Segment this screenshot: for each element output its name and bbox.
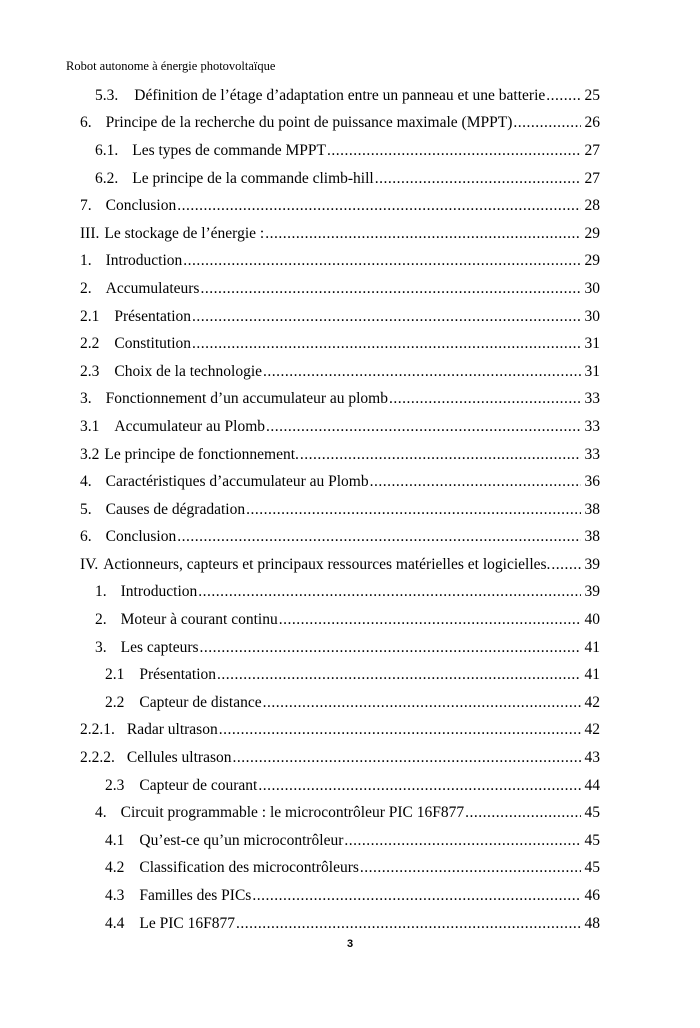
toc-entry-number: 2.3 [105,776,125,794]
toc-entry-number: 1. [95,583,107,601]
table-of-contents [0,82,700,937]
toc-entry-page: 31 [584,362,600,380]
toc-entry-number: 4. [80,473,92,491]
toc-entry[interactable] [0,468,700,496]
toc-dot-leader [370,473,581,491]
toc-entry-page: 43 [584,749,600,767]
toc-dot-leader [513,114,581,132]
toc-entry[interactable] [0,744,700,772]
toc-entry-title: Actionneurs, capteurs et principaux ressources matérielles et logicielles. [103,555,551,573]
toc-entry-page: 30 [584,307,600,325]
toc-entry-title: Présentation [114,307,191,325]
toc-entry-page: 38 [584,500,600,518]
toc-entry-number: 2. [80,279,92,297]
toc-entry-page: 44 [584,776,600,794]
toc-entry-title: Le PIC 16F877 [139,914,235,932]
toc-dot-leader [327,142,581,160]
toc-dot-leader [300,446,581,464]
toc-dot-leader [217,666,581,684]
toc-entry[interactable] [0,441,700,469]
toc-entry-title: Moteur à courant continu [120,611,278,629]
toc-entry-title: Le principe de fonctionnement. [104,445,299,463]
toc-entry-page: 33 [584,390,600,408]
toc-entry[interactable] [0,524,700,552]
toc-entry-page: 28 [584,197,600,215]
toc-entry[interactable] [0,192,700,220]
toc-entry-title: Cellules ultrason [126,749,232,767]
toc-entry-number: 3. [95,638,107,656]
toc-entry[interactable] [0,248,700,276]
toc-entry[interactable] [0,386,700,414]
toc-entry-page: 42 [584,721,600,739]
toc-entry-number: 3. [80,390,92,408]
toc-dot-leader [192,308,581,326]
toc-entry[interactable] [0,413,700,441]
toc-entry[interactable] [0,882,700,910]
toc-entry-number: 2.1 [105,666,125,684]
toc-entry[interactable] [0,634,700,662]
toc-entry-page: 48 [584,914,600,932]
toc-dot-leader [252,887,581,905]
toc-dot-leader [233,749,582,767]
toc-entry-page: 29 [584,252,600,270]
toc-dot-leader [344,832,581,850]
toc-dot-leader [177,528,581,546]
toc-entry-title: Introduction [105,252,183,270]
toc-entry-title: Classification des microcontrôleurs [139,859,359,877]
toc-entry-number: 2. [95,611,107,629]
toc-dot-leader [236,915,581,933]
toc-entry-page: 33 [584,445,600,463]
toc-entry-number: 4.3 [105,887,125,905]
toc-entry-title: Capteur de distance [139,693,262,711]
toc-entry-title: Les capteurs [120,638,199,656]
toc-entry-title: Constitution [114,335,192,353]
toc-entry[interactable] [0,275,700,303]
toc-entry-page: 45 [584,831,600,849]
toc-entry-title: Présentation [139,666,216,684]
toc-dot-leader [375,170,581,188]
toc-entry[interactable] [0,110,700,138]
toc-entry-number: 2.2.2. [80,749,115,767]
toc-entry-number: 2.2.1. [80,721,115,739]
toc-dot-leader [465,804,581,822]
toc-entry-title: Définition de l’étage d’adaptation entre un panneau et une batterie [134,86,546,104]
toc-entry[interactable] [0,303,700,331]
toc-entry-page: 46 [584,887,600,905]
toc-entry-number: 6. [80,528,92,546]
toc-entry-number: 2.2 [105,693,125,711]
toc-entry-page: 27 [584,141,600,159]
toc-entry-title: Capteur de courant [139,776,258,794]
toc-dot-leader [200,280,581,298]
toc-entry-number: 7. [80,197,92,215]
toc-entry-number: 6.1. [95,141,119,159]
toc-entry-title: Introduction [120,583,198,601]
toc-entry-number: 2.1 [80,307,100,325]
toc-dot-leader [263,694,581,712]
toc-entry-page: 29 [584,224,600,242]
toc-entry[interactable] [0,855,700,883]
running-header: Robot autonome à énergie photovoltaïque [66,59,276,73]
toc-entry-page: 30 [584,279,600,297]
toc-dot-leader [279,611,581,629]
toc-entry-title: Conclusion [105,528,177,546]
toc-entry-number: 3.1 [80,417,100,435]
toc-entry-page: 27 [584,169,600,187]
toc-entry-title: Radar ultrason [126,721,218,739]
toc-entry-number: 3.2 [80,445,100,463]
toc-entry[interactable] [0,330,700,358]
toc-entry-title: Principe de la recherche du point de puissance maximale (MPPT) [105,114,513,132]
toc-entry-page: 39 [584,555,600,573]
toc-entry-number: 5. [80,500,92,518]
toc-entry-page: 25 [584,86,600,104]
toc-entry-page: 45 [584,804,600,822]
toc-dot-leader [546,87,581,105]
toc-entry-number: IV. [80,555,99,573]
toc-entry-title: Familles des PICs [139,887,252,905]
toc-entry-number: 1. [80,252,92,270]
toc-entry[interactable] [0,689,700,717]
toc-dot-leader [389,390,581,408]
toc-entry-title: Circuit programmable : le microcontrôleur PIC 16F877 [120,804,465,822]
toc-entry-title: Accumulateur au Plomb [114,417,266,435]
toc-dot-leader [198,583,581,601]
toc-entry-title: Les types de commande MPPT [132,141,326,159]
toc-entry-title: Caractéristiques d’accumulateur au Plomb [105,473,369,491]
toc-entry-title: Fonctionnement d’un accumulateur au plomb [105,390,388,408]
toc-entry-page: 33 [584,417,600,435]
toc-entry-page: 36 [584,473,600,491]
toc-entry-number: 2.3 [80,362,100,380]
toc-entry-page: 45 [584,859,600,877]
toc-entry[interactable] [0,772,700,800]
toc-entry-page: 26 [584,114,600,132]
toc-entry-page: 42 [584,693,600,711]
toc-entry-title: Conclusion [105,197,177,215]
toc-dot-leader [246,501,581,519]
toc-entry-page: 39 [584,583,600,601]
toc-entry-number: 6.2. [95,169,119,187]
toc-entry[interactable] [0,358,700,386]
toc-entry[interactable] [0,165,700,193]
toc-dot-leader [219,721,581,739]
toc-dot-leader [200,639,581,657]
toc-entry-number: 4. [95,804,107,822]
toc-entry[interactable] [0,827,700,855]
toc-dot-leader [265,225,581,243]
toc-entry[interactable] [0,551,700,579]
toc-dot-leader [183,252,581,270]
toc-entry-page: 41 [584,638,600,656]
toc-entry-number: 2.2 [80,335,100,353]
toc-dot-leader [192,335,581,353]
toc-entry[interactable] [0,82,700,110]
toc-entry-number: 5.3. [95,86,119,104]
toc-entry-number: III. [80,224,100,242]
toc-entry-number: 6. [80,114,92,132]
toc-entry-page: 40 [584,611,600,629]
toc-entry-page: 38 [584,528,600,546]
toc-entry-page: 31 [584,335,600,353]
toc-entry-number: 4.4 [105,914,125,932]
toc-dot-leader [177,197,581,215]
toc-dot-leader [360,859,581,877]
toc-entry-title: Accumulateurs [105,279,200,297]
toc-entry-number: 4.1 [105,831,125,849]
toc-dot-leader [258,777,581,795]
toc-entry-title: Le principe de la commande climb-hill [132,169,374,187]
toc-entry-title: Choix de la technologie [114,362,263,380]
toc-dot-leader [551,556,581,574]
toc-dot-leader [263,363,581,381]
toc-entry[interactable] [0,579,700,607]
toc-entry[interactable] [0,717,700,745]
toc-entry[interactable] [0,220,700,248]
toc-entry-title: Qu’est-ce qu’un microcontrôleur [139,831,344,849]
page-number: 3 [346,938,354,950]
toc-entry-page: 41 [584,666,600,684]
toc-entry[interactable] [0,661,700,689]
toc-entry-title: Le stockage de l’énergie : [104,224,265,242]
toc-entry[interactable] [0,910,700,938]
toc-entry[interactable] [0,137,700,165]
toc-dot-leader [266,418,581,436]
toc-entry-number: 4.2 [105,859,125,877]
toc-entry[interactable] [0,496,700,524]
toc-entry[interactable] [0,606,700,634]
toc-entry[interactable] [0,799,700,827]
toc-entry-title: Causes de dégradation [105,500,246,518]
